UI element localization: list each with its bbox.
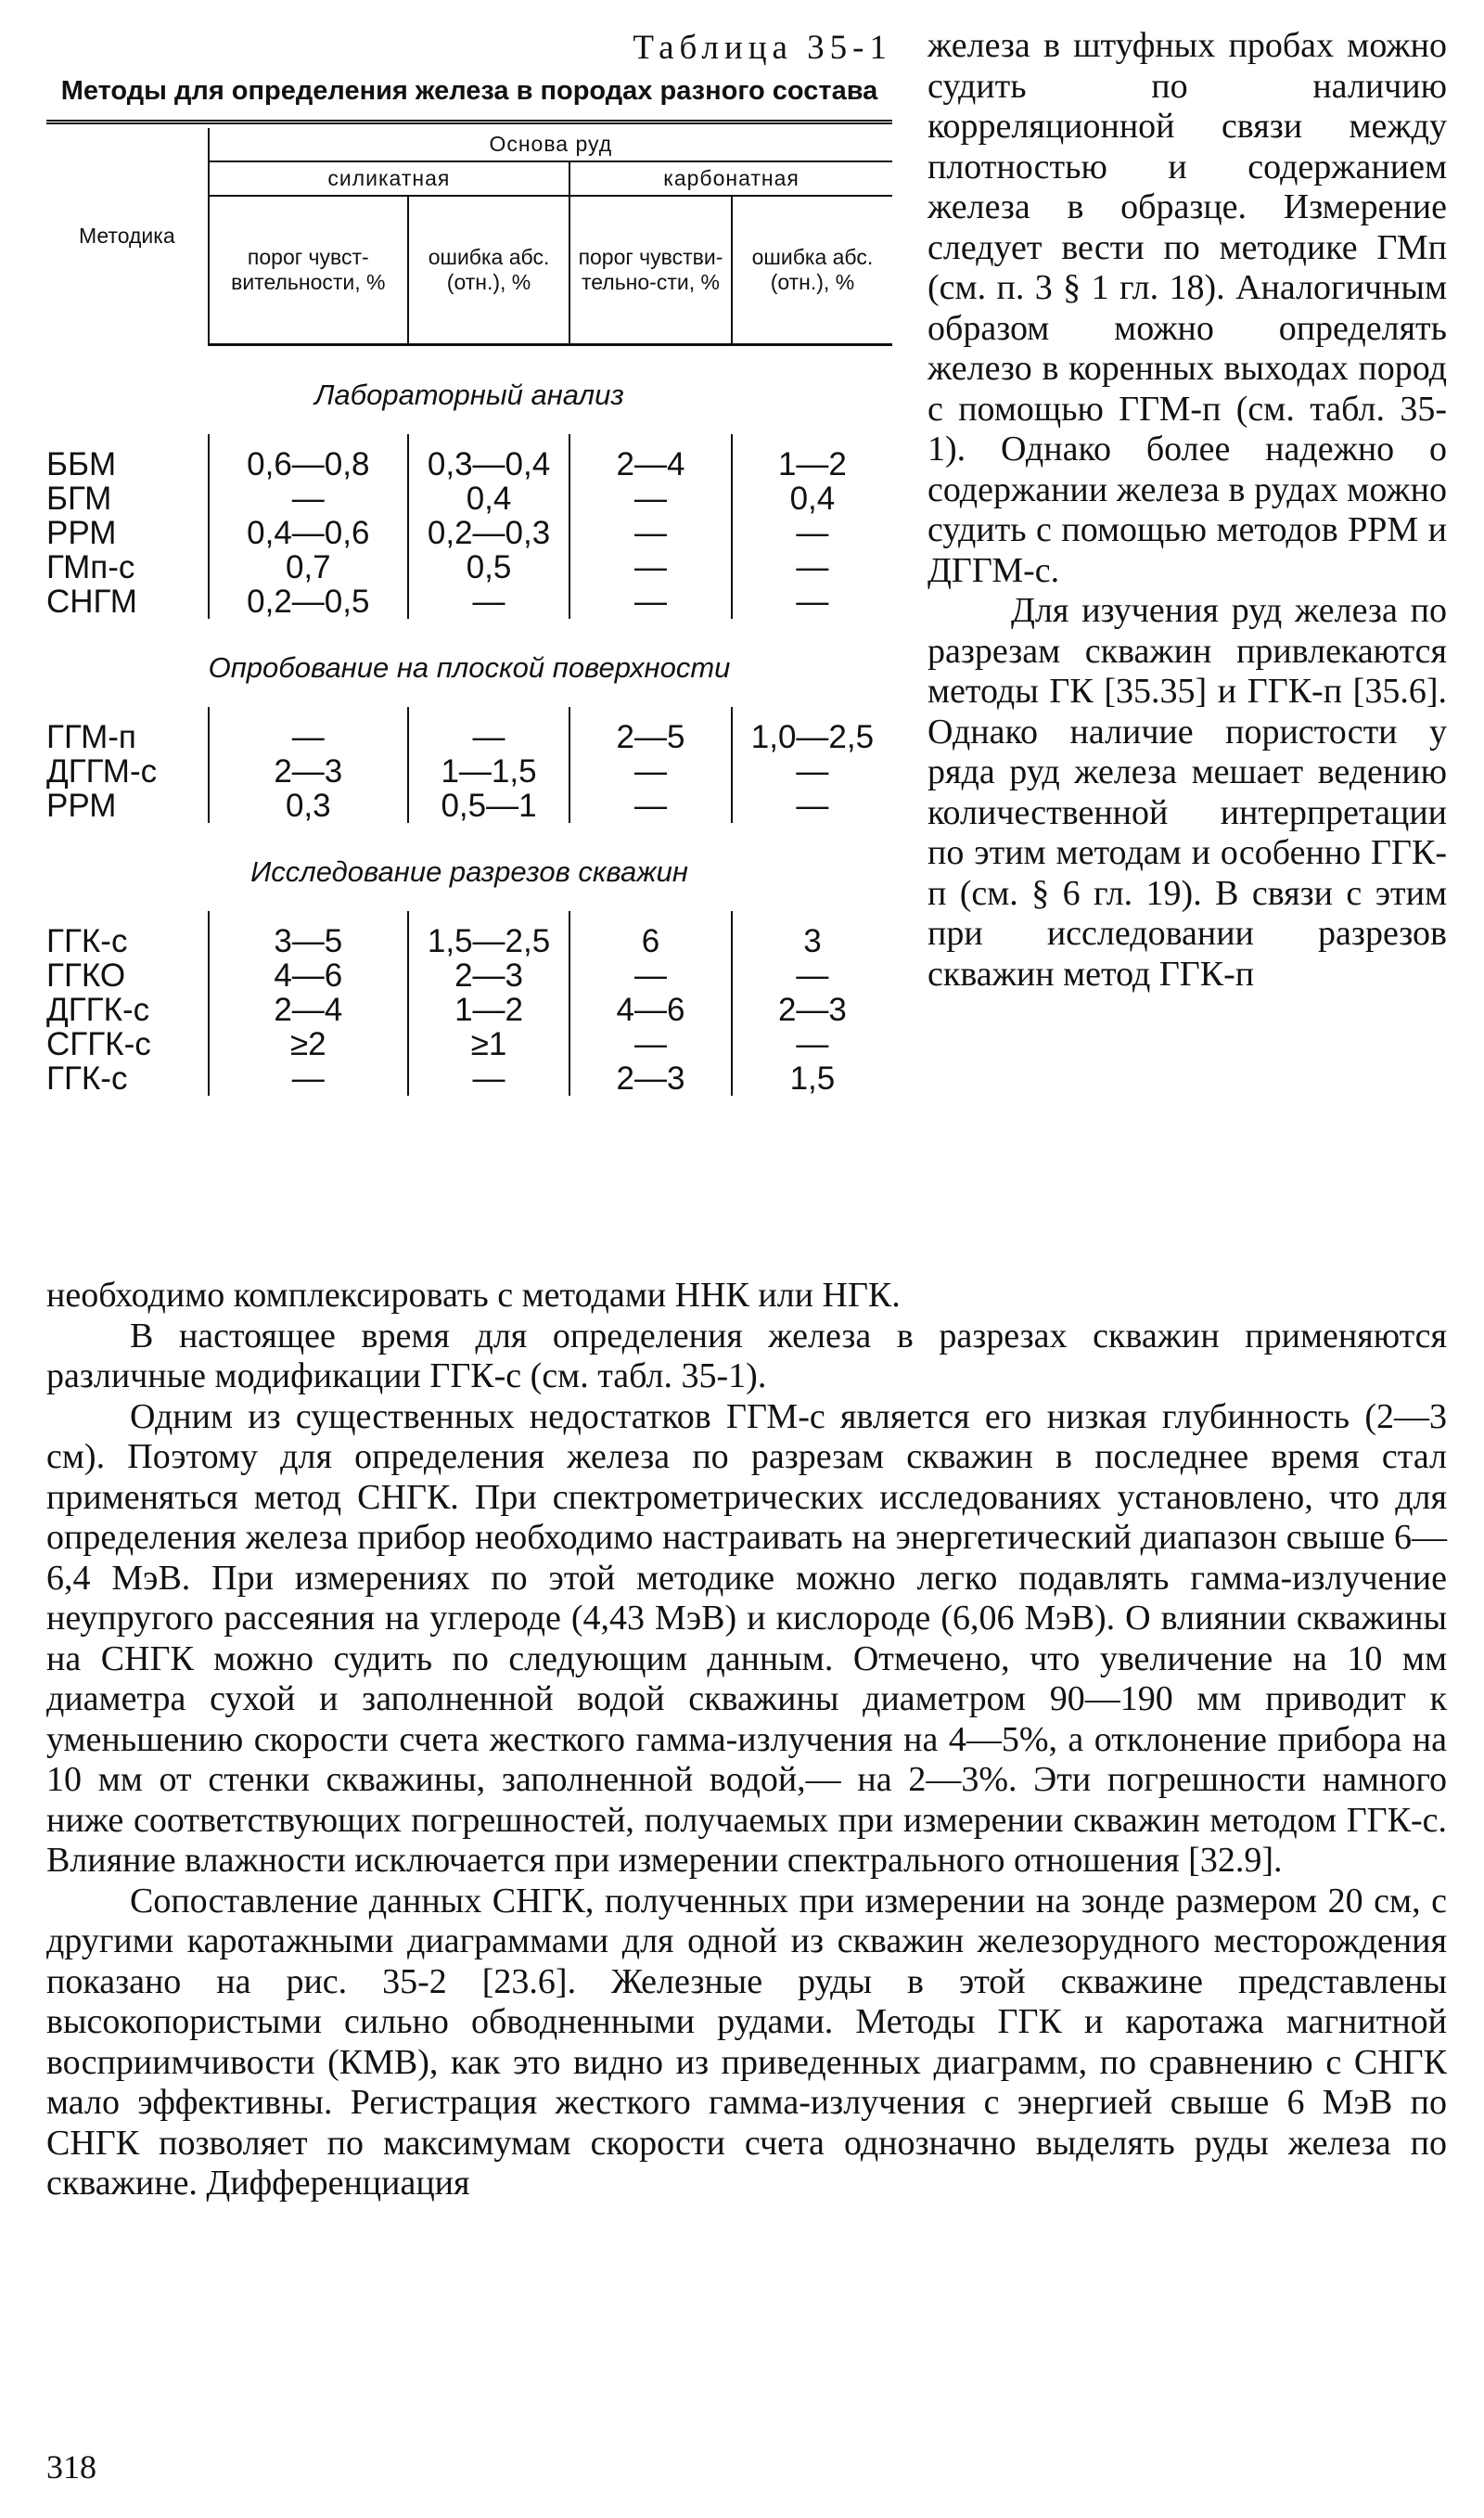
table-row xyxy=(46,482,892,516)
cell-value: — xyxy=(569,754,732,789)
cell-value: — xyxy=(569,482,732,516)
paragraph: В настоящее время для определения железа в разрезах скважин применяются различные модификации ГГК-с (см. табл. 35-1). xyxy=(46,1316,1447,1395)
cell-value: — xyxy=(569,1027,732,1061)
cell-value: 2—3 xyxy=(569,1061,732,1096)
cell-value: 1,5—2,5 xyxy=(408,924,569,958)
table-row xyxy=(46,993,892,1027)
table-row xyxy=(46,1061,892,1096)
method-name: ДГГМ-с xyxy=(46,754,209,789)
table-caption: Таблица 35-1 xyxy=(633,29,892,67)
cell-value: 1—2 xyxy=(408,993,569,1027)
table-row xyxy=(46,516,892,550)
cell-value: — xyxy=(796,549,829,585)
cell-value: — xyxy=(796,515,829,551)
header-sens-threshold: порог чувст-вительности, % xyxy=(209,196,408,345)
cell-value: 0,3 xyxy=(209,789,408,823)
table-title: Методы для определения железа в породах разного состава xyxy=(60,76,878,106)
cell-value: 1,5 xyxy=(789,1060,836,1097)
method-name: ББМ xyxy=(46,447,209,482)
cell-value: — xyxy=(569,550,732,585)
table-row xyxy=(46,585,892,619)
header-method: Методика xyxy=(46,128,209,345)
cell-value: — xyxy=(209,482,408,516)
section-title: Опробование на плоской поверхности xyxy=(208,651,731,684)
cell-value: 0,2—0,3 xyxy=(408,516,569,550)
cell-value: 0,6—0,8 xyxy=(209,447,408,482)
table-block xyxy=(46,28,892,1096)
cell-value: ≥1 xyxy=(408,1027,569,1061)
cell-value: 6 xyxy=(569,924,732,958)
paragraph: Одним из существенных недостатков ГГМ-с является его низкая глубинность (2—3 см). Поэтому для определения железа по разрезам скважин в последнее время стал применяться метод СНГК. При спектрометрических исследованиях установлено, что для определения железа прибор необходимо настраивать на энергетический диапазон свыше 6—6,4 МэВ. При измерениях по этой методике можно легко подавлять гамма-излучение неупругого рассеяния на углероде (4,43 МэВ) и кислороде (6,06 МэВ). О влиянии скважины на СНГК можно судить по следующим данным. Отмечено, что увеличение на 10 мм диаметра сухой и заполненной водой скважины диаметром 90—190 мм приводит к уменьшению скорости счета жесткого гамма-излучения на 4—5%, а отклонение прибора на 10 мм от стенки скважины, заполненной водой,— на 2—3%. Эти погрешности намного ниже соответствующих погрешностей, получаемых при измерении скважин методом ГГК-с. Влияние влажности исключается при измерении спектрального отношения [32.9]. xyxy=(46,1396,1447,1880)
method-name: ГГК-с xyxy=(46,1061,209,1096)
header-abs-error: ошибка абс. (отн.), % xyxy=(408,196,569,345)
table-row xyxy=(46,958,892,993)
cell-value: — xyxy=(569,516,732,550)
table-row xyxy=(46,550,892,585)
cell-value: 2—4 xyxy=(569,447,732,482)
cell-value: 0,7 xyxy=(209,550,408,585)
methods-table xyxy=(46,120,892,1096)
section-title-row xyxy=(46,823,892,911)
cell-value: — xyxy=(209,720,408,754)
cell-value: — xyxy=(569,958,732,993)
method-name: ГМп-с xyxy=(46,550,209,585)
cell-value: 0,4 xyxy=(408,482,569,516)
table-row xyxy=(46,789,892,823)
cell-value: — xyxy=(796,957,829,994)
paragraph: железа в штуфных пробах можно судить по наличию корреляционной связи между плотностью и содержанием железа в образце. Измерение следует вести по методике ГМп (см. п. 3 § 1 гл. 18). Аналогичным образом можно определять железо в коренных выходах пород с помощью ГГМ-п (см. табл. 35-1). Однако более надежно о содержании железа в рудах можно судить с помощью методов РРМ и ДГГМ-с. xyxy=(928,26,1447,590)
cell-value: 0,4 xyxy=(789,481,836,517)
cell-value: 1—2 xyxy=(777,446,847,482)
cell-value: ≥2 xyxy=(209,1027,408,1061)
method-name: СНГМ xyxy=(46,585,209,619)
paragraph: необходимо комплексировать с методами ННК или НГК. xyxy=(46,1276,901,1315)
cell-value: 4—6 xyxy=(209,958,408,993)
cell-value: — xyxy=(796,1026,829,1062)
section-title-row xyxy=(46,345,892,435)
header-carbonate: карбонатная xyxy=(569,161,892,196)
cell-value: — xyxy=(796,753,829,790)
header-sens-threshold-2: порог чувстви-тельно-сти, % xyxy=(569,196,732,345)
cell-value: 0,5 xyxy=(408,550,569,585)
paragraph: Для изучения руд железа по разрезам скважин привлекаются методы ГК [35.35] и ГГК-п [35.6]. Однако наличие пористости у ряда руд железа мешает ведению количественной интерпретации по этим методам и особенно ГГК-п (см. § 6 гл. 19). В связи с этим при исследовании разрезов скважин метод ГГК-п xyxy=(928,591,1447,994)
table-row xyxy=(46,754,892,789)
cell-value: 1,0—2,5 xyxy=(750,719,875,755)
cell-value: — xyxy=(209,1061,408,1096)
method-name: ДГГК-с xyxy=(46,993,209,1027)
table-row xyxy=(46,1027,892,1061)
page-number: 318 xyxy=(46,2448,96,2486)
paragraph: Сопоставление данных СНГК, полученных при измерении на зонде размером 20 см, с другими каротажными диаграммами для одной из скважин железорудного месторождения показано на рис. 35-2 [23.6]. Железные руды в этой скважине представлены высокопористыми сильно обводненными рудами. Методы ГГК и каротажа магнитной восприимчивости (КМВ), как это видно из приведенных диаграмм, по сравнению с СНГК мало эффективны. Регистрация жесткого гамма-излучения с энергией свыше 6 МэВ по СНГК позволяет по максимумам скорости счета однозначно выделять руды железа по скважине. Дифференциация xyxy=(46,1881,1447,2203)
cell-value: 3—5 xyxy=(209,924,408,958)
header-row-1 xyxy=(46,128,892,161)
cell-value: 0,5—1 xyxy=(408,789,569,823)
method-name: ГГМ-п xyxy=(46,720,209,754)
section-title-row xyxy=(46,619,892,707)
table-row xyxy=(46,447,892,482)
cell-value: 3 xyxy=(803,923,822,959)
section-title: Исследование разрезов скважин xyxy=(250,855,688,888)
cell-value: — xyxy=(408,585,569,619)
cell-value: 0,4—0,6 xyxy=(209,516,408,550)
cell-value: — xyxy=(569,789,732,823)
table-row xyxy=(46,720,892,754)
cell-value: 0,2—0,5 xyxy=(209,585,408,619)
method-name: РРМ xyxy=(46,789,209,823)
method-name: ГГКО xyxy=(46,958,209,993)
cell-value: 2—3 xyxy=(777,992,847,1028)
cell-value: — xyxy=(408,720,569,754)
cell-value: — xyxy=(796,584,829,620)
cell-value: — xyxy=(408,1061,569,1096)
table-row xyxy=(46,924,892,958)
section-title: Лабораторный анализ xyxy=(314,379,624,411)
method-name: СГГК-с xyxy=(46,1027,209,1061)
right-column-text xyxy=(928,26,1447,995)
cell-value: — xyxy=(569,585,732,619)
cell-value: 2—3 xyxy=(209,754,408,789)
method-name: БГМ xyxy=(46,482,209,516)
cell-value: 2—4 xyxy=(209,993,408,1027)
cell-value: 2—3 xyxy=(408,958,569,993)
cell-value: 1—1,5 xyxy=(408,754,569,789)
method-name: ГГК-с xyxy=(46,924,209,958)
cell-value: 4—6 xyxy=(569,993,732,1027)
cell-value: — xyxy=(796,788,829,824)
header-silicate: силикатная xyxy=(209,161,569,196)
cell-value: 2—5 xyxy=(569,720,732,754)
cell-value: 0,3—0,4 xyxy=(408,447,569,482)
header-abs-error-2: ошибка абс. (отн.), % xyxy=(732,196,892,345)
body-text xyxy=(46,1276,1447,2204)
method-name: РРМ xyxy=(46,516,209,550)
header-ore-base: Основа руд xyxy=(209,128,892,161)
